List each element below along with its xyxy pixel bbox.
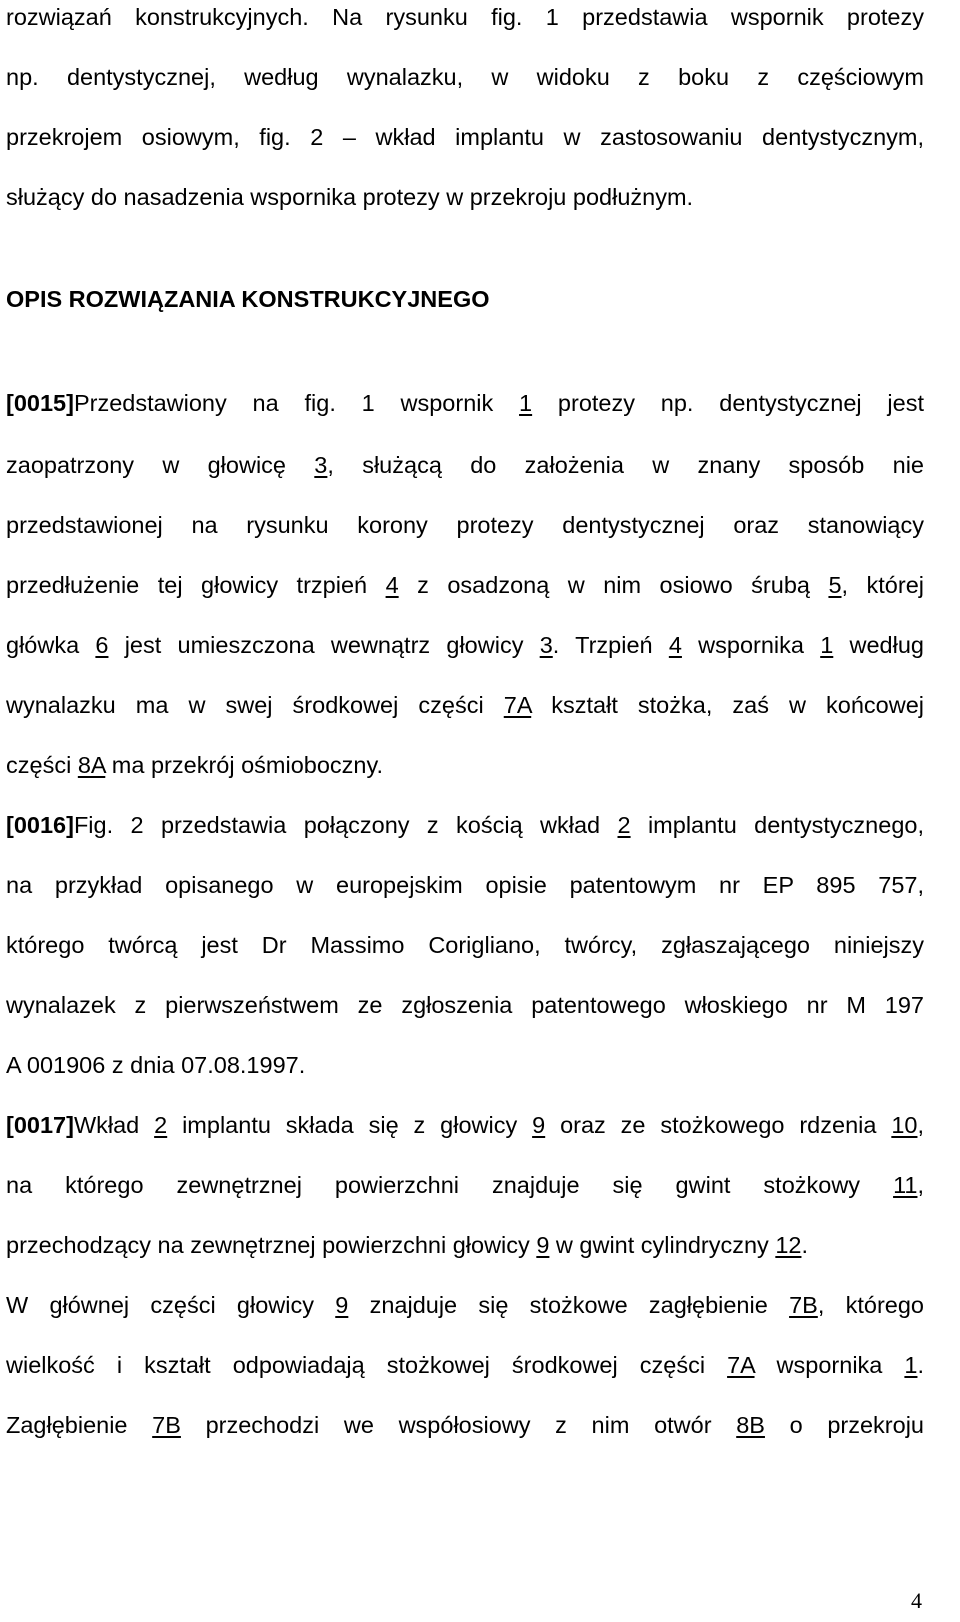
p17-line-6: Zagłębienie 7B przechodzi we współosiowy z nim otwór 8B o przekroju — [6, 1412, 924, 1438]
p16-line-5: A 001906 z dnia 07.08.1997. — [6, 1052, 306, 1078]
ref-numeral: 7B — [152, 1412, 181, 1438]
p15-line-1: [0015]Przedstawiony na fig. 1 wspornik 1 protezy np. dentystycznej jest — [6, 390, 925, 416]
page-number: 4 — [911, 1588, 922, 1613]
ref-numeral: 2 — [154, 1112, 168, 1138]
ref-numeral: 12 — [775, 1232, 802, 1258]
ref-numeral: 4 — [385, 572, 399, 598]
ref-numeral: 7A — [503, 692, 532, 718]
ref-numeral: 1 — [820, 632, 834, 658]
ref-numeral: 1 — [904, 1352, 918, 1378]
ref-numeral: 11 — [893, 1172, 918, 1198]
ref-numeral: 3 — [539, 632, 553, 658]
p15-line-6: wynalazku ma w swej środkowej części 7A kształt stożka, zaś w końcowej — [6, 692, 925, 718]
paragraph-tag: [0016] — [6, 812, 74, 838]
ref-numeral: 10 — [891, 1112, 918, 1138]
ref-numeral: 8A — [77, 752, 106, 778]
ref-numeral: 1 — [519, 390, 533, 416]
p15-line-3: przedstawionej na rysunku korony protezy dentystycznej oraz stanowiący — [6, 512, 924, 538]
p16-line-4: wynalazek z pierwszeństwem ze zgłoszenia patentowego włoskiego nr M 197 — [6, 992, 924, 1018]
p17-line-3: przechodzący na zewnętrznej powierzchni głowicy 9 w gwint cylindryczny 12. — [6, 1232, 808, 1258]
ref-numeral: 4 — [668, 632, 682, 658]
ref-numeral: 8B — [736, 1412, 765, 1438]
p16-line-2: na przykład opisanego w europejskim opisie patentowym nr EP 895 757, — [6, 872, 924, 898]
p17-line-5: wielkość i kształt odpowiadają stożkowej środkowej części 7A wspornika 1. — [6, 1352, 924, 1378]
p17-line-2: na którego zewnętrznej powierzchni znajduje się gwint stożkowy 11, — [6, 1172, 924, 1198]
p17-line-1: [0017]Wkład 2 implantu składa się z głowicy 9 oraz ze stożkowego rdzenia 10, — [6, 1112, 924, 1138]
p15-line-4: przedłużenie tej głowicy trzpień 4 z osadzoną w nim osiowo śrubą 5, której — [6, 572, 924, 598]
intro-line-3: przekrojem osiowym, fig. 2 – wkład implantu w zastosowaniu dentystycznym, — [6, 124, 924, 150]
paragraph-tag: [0017] — [6, 1112, 74, 1138]
section-heading: OPIS ROZWIĄZANIA KONSTRUKCYJNEGO — [6, 286, 490, 312]
paragraph-tag: [0015] — [6, 390, 74, 416]
ref-numeral: 9 — [536, 1232, 550, 1258]
ref-numeral: 9 — [335, 1292, 349, 1318]
p15-line-5: główka 6 jest umieszczona wewnątrz głowicy 3. Trzpień 4 wspornika 1 według — [6, 632, 924, 658]
p16-line-3: którego twórcą jest Dr Massimo Corigliano, twórcy, zgłaszającego niniejszy — [6, 932, 924, 958]
ref-numeral: 7A — [727, 1352, 755, 1378]
intro-line-1: rozwiązań konstrukcyjnych. Na rysunku fig. 1 przedstawia wspornik protezy — [6, 4, 924, 30]
ref-numeral: 7B — [789, 1292, 818, 1318]
intro-line-2: np. dentystycznej, według wynalazku, w widoku z boku z częściowym — [6, 64, 924, 90]
p17-line-4: W głównej części głowicy 9 znajduje się stożkowe zagłębienie 7B, którego — [6, 1292, 924, 1318]
ref-numeral: 2 — [617, 812, 631, 838]
p15-line-7: części 8A ma przekrój ośmioboczny. — [6, 752, 384, 778]
ref-numeral: 5 — [828, 572, 842, 598]
ref-numeral: 3 — [314, 452, 328, 478]
p16-line-1: [0016]Fig. 2 przedstawia połączony z kością wkład 2 implantu dentystycznego, — [6, 812, 924, 838]
ref-numeral: 9 — [532, 1112, 546, 1138]
p15-line-2: zaopatrzony w głowicę 3, służącą do założenia w znany sposób nie — [6, 452, 924, 478]
ref-numeral: 6 — [95, 632, 109, 658]
intro-line-4: służący do nasadzenia wspornika protezy w przekroju podłużnym. — [6, 184, 694, 210]
